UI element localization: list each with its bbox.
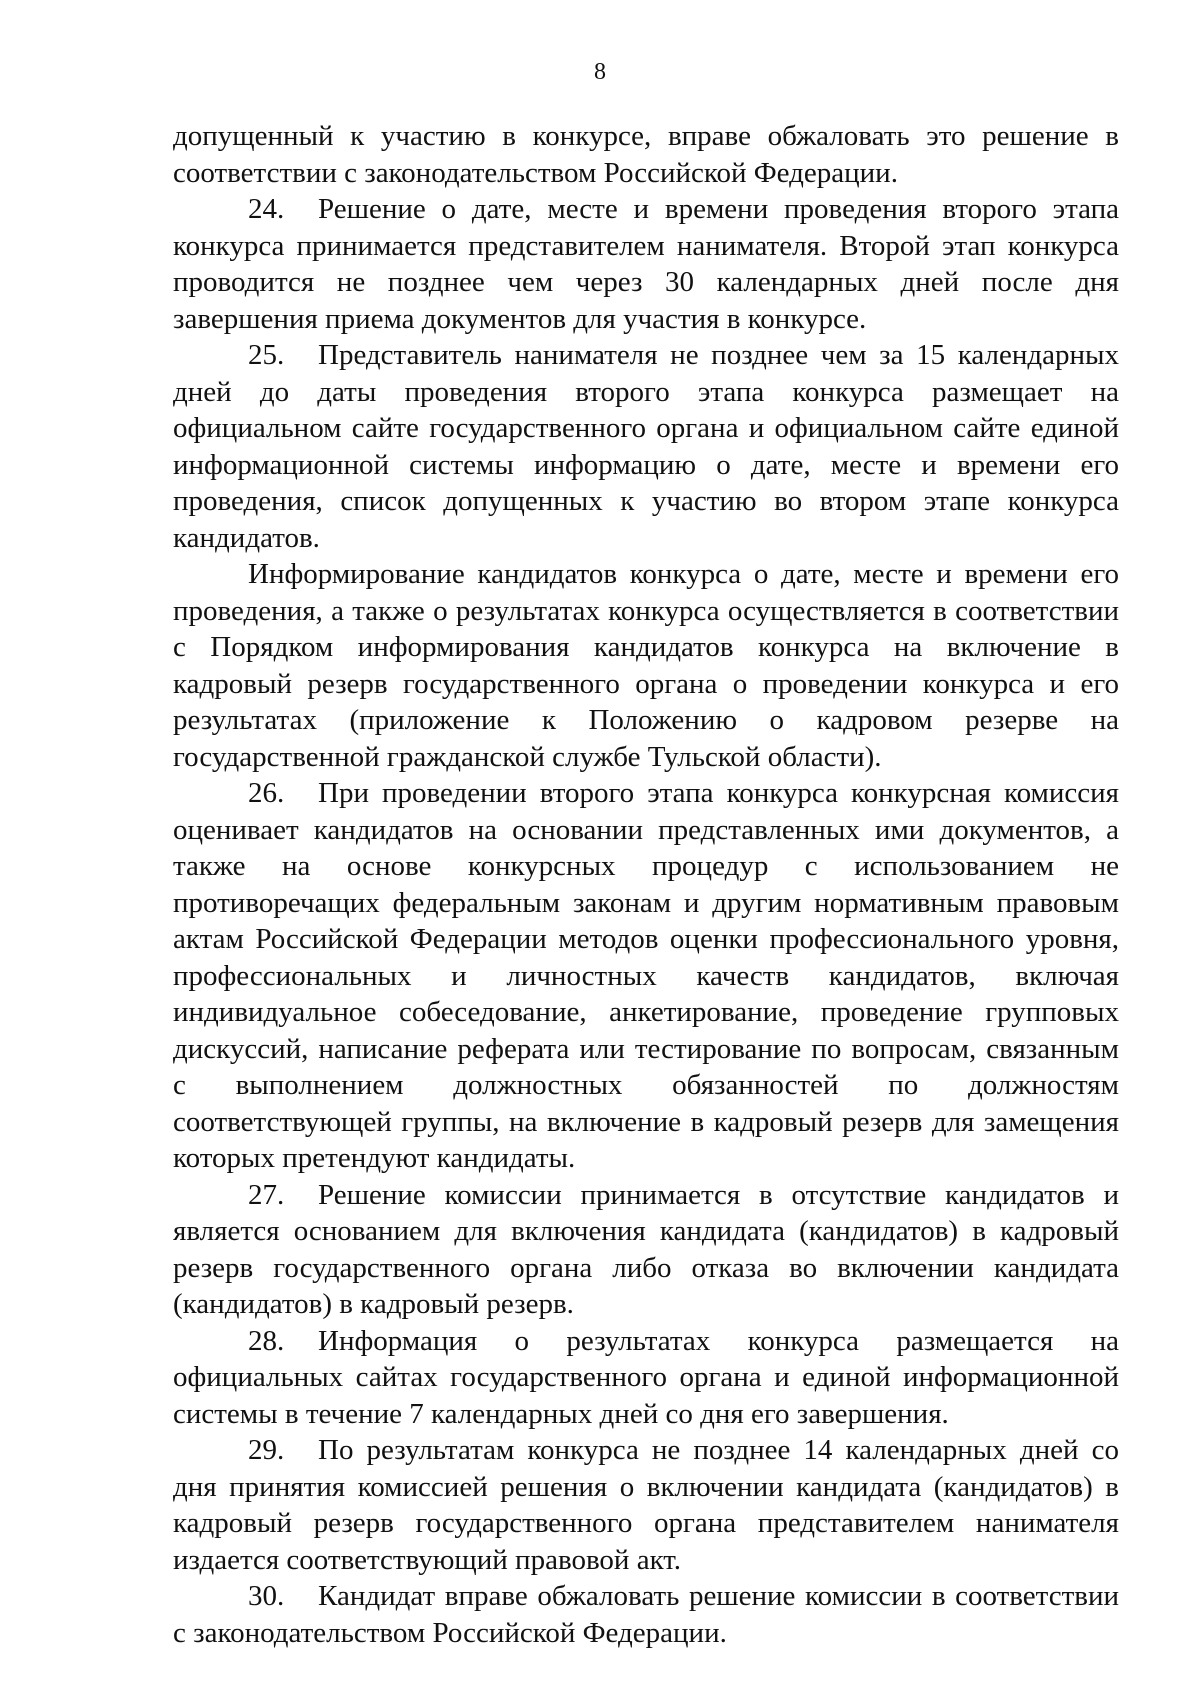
paragraph-text: допущенный к участию в конкурсе, вправе обжаловать это решение в соответствии с законодательством Российской Федерации. [173, 120, 1119, 189]
paragraph-30 [173, 1578, 1119, 1651]
paragraph-24 [173, 191, 1119, 337]
paragraph-text: При проведении второго этапа конкурса конкурсная комиссия оценивает кандидатов на основании представленных ими документов, а также на основе конкурсных процедур с использованием не противоречащих федеральным законам и другим нормативным правовым актам Российской Федерации методов оценки профессионального уровня, профессиональных и личностных качеств кандидатов, включая индивидуальное собеседование, анкетирование, проведение групповых дискуссий, написание реферата или тестирование по вопросам, связанным с выполнением должностных обязанностей по должностям соответствующей группы, на включение в кадровый резерв для замещения которых претендуют кандидаты. [173, 777, 1119, 1174]
paragraph-text: Информация о результатах конкурса размещается на официальных сайтах государственного органа и единой информационной системы в течение 7 календарных дней со дня его завершения. [173, 1324, 1119, 1430]
paragraph-number: 29. [248, 1434, 285, 1466]
document-body [173, 118, 1119, 1651]
paragraph-text: Решение о дате, месте и времени проведения второго этапа конкурса принимается представителем нанимателя. Второй этап конкурса проводится не позднее чем через 30 календарных дней после дня завершения приема документов для участия в конкурсе. [173, 193, 1119, 335]
paragraph-number: 30. [248, 1580, 285, 1612]
paragraph-28 [173, 1323, 1119, 1433]
paragraph-text: По результатам конкурса не позднее 14 календарных дней со дня принятия комиссией решения о включении кандидата (кандидатов) в кадровый резерв государственного органа представителем нанимателя издается соответствующий правовой акт. [173, 1434, 1119, 1576]
paragraph-number: 25. [248, 339, 285, 371]
paragraph-number: 26. [248, 777, 285, 809]
paragraph-number: 28. [248, 1324, 285, 1357]
paragraph-continuation [173, 118, 1119, 191]
paragraph-27 [173, 1177, 1119, 1323]
paragraph-29 [173, 1432, 1119, 1578]
paragraph-text: Информирование кандидатов конкурса о дате, месте и времени его проведения, а также о результатах конкурса осуществляется в соответствии с Порядком информирования кандидатов конкурса на включение в кадровый резерв государственного органа о проведении конкурса и его результатах (приложение к Положению о кадровом резерве на государственной гражданской службе Тульской области). [173, 558, 1119, 773]
paragraph-26 [173, 775, 1119, 1177]
paragraph-text: Кандидат вправе обжаловать решение комиссии в соответствии с законодательством Российской Федерации. [173, 1580, 1119, 1649]
paragraph-number: 24. [248, 193, 285, 225]
paragraph-25-informing [173, 556, 1119, 775]
paragraph-text: Решение комиссии принимается в отсутствие кандидатов и является основанием для включения кандидата (кандидатов) в кадровый резерв государственного органа либо отказа во включении кандидата (кандидатов) в кадровый резерв. [173, 1178, 1119, 1320]
paragraph-text: Представитель нанимателя не позднее чем за 15 календарных дней до даты проведения второго этапа конкурса размещает на официальном сайте государственного органа и официальном сайте единой информационной системы информацию о дате, месте и времени его проведения, список допущенных к участию во втором этапе конкурса кандидатов. [173, 339, 1119, 554]
paragraph-number: 27. [248, 1178, 285, 1211]
paragraph-25 [173, 337, 1119, 556]
page-number: 8 [594, 59, 606, 85]
